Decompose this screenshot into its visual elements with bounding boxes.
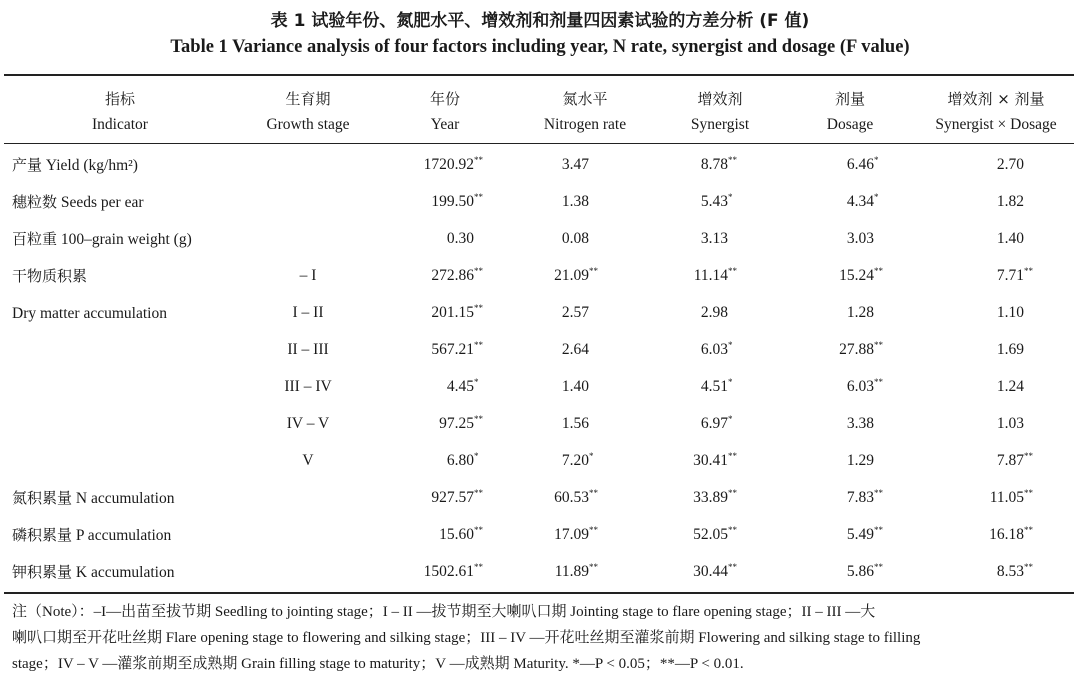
f-value: 27.88 — [839, 341, 874, 358]
table-row — [0, 152, 1080, 178]
column-header-cn: 年份 — [429, 90, 460, 108]
f-value: 15.60 — [439, 526, 474, 543]
column-header-cn: 剂量 — [834, 90, 865, 108]
sxd-f-value-cell — [920, 152, 1036, 178]
f-value: 4.34 — [846, 193, 874, 210]
table-caption — [0, 8, 1080, 60]
table-row — [0, 522, 1080, 548]
column-header-en: Synergist × Dosage — [935, 116, 1057, 133]
n-f-value-cell — [500, 189, 601, 215]
table-title-chinese: 表 1 试验年份、氮肥水平、增效剂和剂量四因素试验的方差分析 (F 值) — [270, 11, 810, 31]
column-header-cn: 生育期 — [285, 90, 331, 108]
sxd-f-value-cell — [920, 300, 1036, 326]
indicator-en: Dry matter accumulation — [12, 305, 167, 322]
year-f-value-cell: 927.57** — [431, 488, 483, 506]
f-value: 201.15 — [431, 304, 474, 321]
f-value: 52.05 — [693, 526, 728, 543]
column-header — [385, 86, 505, 138]
column-header — [780, 86, 920, 138]
n-f-value-cell — [500, 152, 601, 178]
f-value: 3.03 — [846, 230, 874, 247]
dos-f-value-cell: 4.34* — [846, 192, 879, 210]
f-value: 16.18 — [989, 526, 1024, 543]
indicator-en: 100–grain weight (g) — [60, 231, 192, 248]
f-value: 60.53 — [554, 489, 589, 506]
column-header-en: Indicator — [92, 116, 148, 133]
header-rule — [4, 143, 1074, 144]
indicator-cell — [12, 189, 144, 216]
f-value: 1.03 — [996, 415, 1024, 432]
f-value: 3.13 — [700, 230, 728, 247]
indicator-cn: 产量 — [12, 156, 43, 174]
dos-f-value-cell: 5.86** — [846, 562, 883, 580]
table-row — [0, 337, 1080, 363]
column-header — [248, 86, 368, 138]
sxd-f-value-cell: 7.71** — [996, 266, 1033, 284]
indicator-cell — [12, 263, 87, 290]
syn-f-value-cell: 5.43* — [700, 192, 733, 210]
column-header-cn: 氮水平 — [562, 90, 608, 108]
f-value: 11.89 — [554, 563, 589, 580]
n-f-value-cell — [500, 300, 601, 326]
growth-stage-cell: V — [302, 452, 314, 469]
table-note — [12, 599, 1072, 677]
f-value: 33.89 — [693, 489, 728, 506]
syn-f-value-cell: 6.97* — [700, 414, 733, 432]
f-value: 1.29 — [846, 452, 874, 469]
f-value: 97.25 — [439, 415, 474, 432]
column-header-cn: 增效剂 — [697, 90, 743, 108]
f-value: 1.38 — [561, 193, 589, 210]
dos-f-value-cell — [780, 300, 886, 326]
n-f-value-cell — [500, 226, 601, 252]
f-value: 6.97 — [700, 415, 728, 432]
dos-f-value-cell: 6.03** — [846, 377, 883, 395]
f-value: 1.56 — [561, 415, 589, 432]
note-line: 注（Note）：–I—出苗至拔节期 Seedling to jointing stage；I – II —拔节期至大喇叭口期 Jointing stage to flare opening stage；II – III —大 — [12, 604, 876, 620]
n-f-value-cell: 7.20* — [561, 451, 594, 469]
n-f-value-cell — [500, 411, 601, 437]
column-header-en: Year — [430, 116, 460, 133]
syn-f-value-cell: 33.89** — [693, 488, 737, 506]
sxd-f-value-cell: 8.53** — [996, 562, 1033, 580]
table-row — [0, 411, 1080, 437]
indicator-en: P accumulation — [75, 527, 172, 544]
column-header-en: Synergist — [690, 116, 750, 133]
table-row — [0, 226, 1080, 252]
f-value: 11.14 — [693, 267, 728, 284]
f-value: 1.24 — [996, 378, 1024, 395]
indicator-en: Yield (kg/hm²) — [45, 157, 138, 174]
column-header-en: Growth stage — [266, 116, 350, 133]
f-value: 6.46 — [846, 156, 874, 173]
f-value: 7.83 — [846, 489, 874, 506]
growth-stage-cell: IV – V — [286, 415, 330, 432]
f-value: 1.10 — [996, 304, 1024, 321]
dos-f-value-cell — [780, 411, 886, 437]
column-header — [640, 86, 800, 138]
syn-f-value-cell — [640, 226, 740, 252]
f-value: 1.40 — [996, 230, 1024, 247]
sxd-f-value-cell — [920, 189, 1036, 215]
year-f-value-cell: 1502.61** — [423, 562, 483, 580]
sxd-f-value-cell — [920, 226, 1036, 252]
f-value: 1720.92 — [423, 156, 474, 173]
f-value: 0.08 — [561, 230, 589, 247]
sxd-f-value-cell: 7.87** — [996, 451, 1033, 469]
f-value: 1.28 — [846, 304, 874, 321]
table-row — [0, 448, 1080, 474]
sxd-f-value-cell — [920, 374, 1036, 400]
top-rule — [4, 74, 1074, 76]
indicator-cell — [12, 152, 138, 179]
f-value: 3.38 — [846, 415, 874, 432]
indicator-cn: 百粒重 — [12, 230, 58, 248]
bottom-rule — [4, 592, 1074, 594]
indicator-en: N accumulation — [75, 490, 175, 507]
f-value: 199.50 — [431, 193, 474, 210]
column-header-en: Dosage — [826, 116, 874, 133]
n-f-value-cell: 21.09** — [554, 266, 598, 284]
year-f-value-cell: 6.80* — [446, 451, 479, 469]
f-value: 17.09 — [554, 526, 589, 543]
f-value: 1.69 — [996, 341, 1024, 358]
f-value: 6.03 — [700, 341, 728, 358]
sxd-f-value-cell: 16.18** — [989, 525, 1033, 543]
f-value: 5.86 — [846, 563, 874, 580]
f-value: 21.09 — [554, 267, 589, 284]
sxd-f-value-cell: 11.05** — [989, 488, 1033, 506]
indicator-cell — [12, 226, 192, 253]
table-row — [0, 559, 1080, 585]
dos-f-value-cell: 6.46* — [846, 155, 879, 173]
sxd-f-value-cell — [920, 411, 1036, 437]
note-line: stage；IV – V —灌浆前期至成熟期 Grain filling stage to maturity；V —成熟期 Maturity. *—P < 0.05；**—P < 0.01. — [12, 656, 744, 672]
f-value: 30.41 — [693, 452, 728, 469]
f-value: 0.30 — [446, 230, 474, 247]
dos-f-value-cell: 15.24** — [839, 266, 883, 284]
f-value: 6.80 — [446, 452, 474, 469]
syn-f-value-cell: 8.78** — [700, 155, 737, 173]
f-value: 8.53 — [996, 563, 1024, 580]
year-f-value-cell: 4.45* — [446, 377, 479, 395]
table-title-english: Table 1 Variance analysis of four factors including year, N rate, synergist and dosage (F value) — [170, 37, 910, 57]
f-value: 567.21 — [431, 341, 474, 358]
dos-f-value-cell: 27.88** — [839, 340, 883, 358]
f-value: 4.45 — [446, 378, 474, 395]
f-value: 272.86 — [431, 267, 474, 284]
f-value: 7.87 — [996, 452, 1024, 469]
f-value: 2.98 — [700, 304, 728, 321]
indicator-cell — [12, 559, 174, 586]
dos-f-value-cell — [780, 448, 886, 474]
f-value: 8.78 — [700, 156, 728, 173]
f-value: 7.71 — [996, 267, 1024, 284]
f-value: 7.20 — [561, 452, 589, 469]
column-header-cn: 增效剂 × 剂量 — [947, 90, 1045, 108]
growth-stage-cell: II – III — [287, 341, 329, 358]
f-value: 2.64 — [561, 341, 589, 358]
sxd-f-value-cell — [920, 337, 1036, 363]
indicator-cell — [12, 485, 174, 512]
f-value: 1502.61 — [423, 563, 474, 580]
year-f-value-cell: 1720.92** — [423, 155, 483, 173]
f-value: 927.57 — [431, 489, 474, 506]
f-value: 15.24 — [839, 267, 874, 284]
table-row — [0, 300, 1080, 326]
indicator-en: Seeds per ear — [60, 194, 144, 211]
f-value: 6.03 — [846, 378, 874, 395]
column-header-cn: 指标 — [104, 90, 135, 108]
indicator-cn: 钾积累量 — [12, 563, 73, 581]
syn-f-value-cell: 4.51* — [700, 377, 733, 395]
syn-f-value-cell: 30.41** — [693, 451, 737, 469]
indicator-cell — [12, 522, 171, 549]
year-f-value-cell: 272.86** — [431, 266, 483, 284]
year-f-value-cell: 567.21** — [431, 340, 483, 358]
year-f-value-cell: 97.25** — [439, 414, 483, 432]
f-value: 5.43 — [700, 193, 728, 210]
growth-stage-cell: III – IV — [284, 378, 332, 395]
f-value: 2.70 — [996, 156, 1024, 173]
n-f-value-cell — [500, 337, 601, 363]
growth-stage-cell: – I — [299, 267, 317, 284]
indicator-cell — [12, 300, 167, 327]
column-header — [60, 86, 180, 138]
n-f-value-cell — [500, 374, 601, 400]
indicator-cn: 干物质积累 — [12, 267, 88, 285]
syn-f-value-cell: 52.05** — [693, 525, 737, 543]
indicator-en: K accumulation — [75, 564, 175, 581]
f-value: 1.40 — [561, 378, 589, 395]
indicator-cn: 穗粒数 — [12, 193, 58, 211]
table-row — [0, 263, 1080, 289]
table-row — [0, 374, 1080, 400]
f-value: 4.51 — [700, 378, 728, 395]
syn-f-value-cell — [640, 300, 740, 326]
f-value: 5.49 — [846, 526, 874, 543]
n-f-value-cell: 11.89** — [554, 562, 598, 580]
indicator-cn: 磷积累量 — [12, 526, 73, 544]
growth-stage-cell: I – II — [292, 304, 324, 321]
dos-f-value-cell — [780, 226, 886, 252]
syn-f-value-cell: 11.14** — [693, 266, 737, 284]
f-value: 11.05 — [989, 489, 1024, 506]
table-row — [0, 189, 1080, 215]
year-f-value-cell: 201.15** — [431, 303, 483, 321]
f-value: 30.44 — [693, 563, 728, 580]
f-value: 2.57 — [561, 304, 589, 321]
indicator-cn: 氮积累量 — [12, 489, 73, 507]
dos-f-value-cell: 7.83** — [846, 488, 883, 506]
year-f-value-cell — [380, 226, 486, 252]
syn-f-value-cell: 30.44** — [693, 562, 737, 580]
n-f-value-cell: 60.53** — [554, 488, 598, 506]
syn-f-value-cell: 6.03* — [700, 340, 733, 358]
year-f-value-cell: 15.60** — [439, 525, 483, 543]
note-line: 喇叭口期至开花吐丝期 Flare opening stage to flowering and silking stage；III – IV —开花吐丝期至灌浆前期 Flowering and silking stage to filling — [12, 630, 921, 646]
n-f-value-cell: 17.09** — [554, 525, 598, 543]
year-f-value-cell: 199.50** — [431, 192, 483, 210]
f-value: 3.47 — [561, 156, 589, 173]
column-header — [915, 86, 1077, 138]
f-value: 1.82 — [996, 193, 1024, 210]
column-header-en: Nitrogen rate — [543, 116, 627, 133]
table-row — [0, 485, 1080, 511]
dos-f-value-cell: 5.49** — [846, 525, 883, 543]
